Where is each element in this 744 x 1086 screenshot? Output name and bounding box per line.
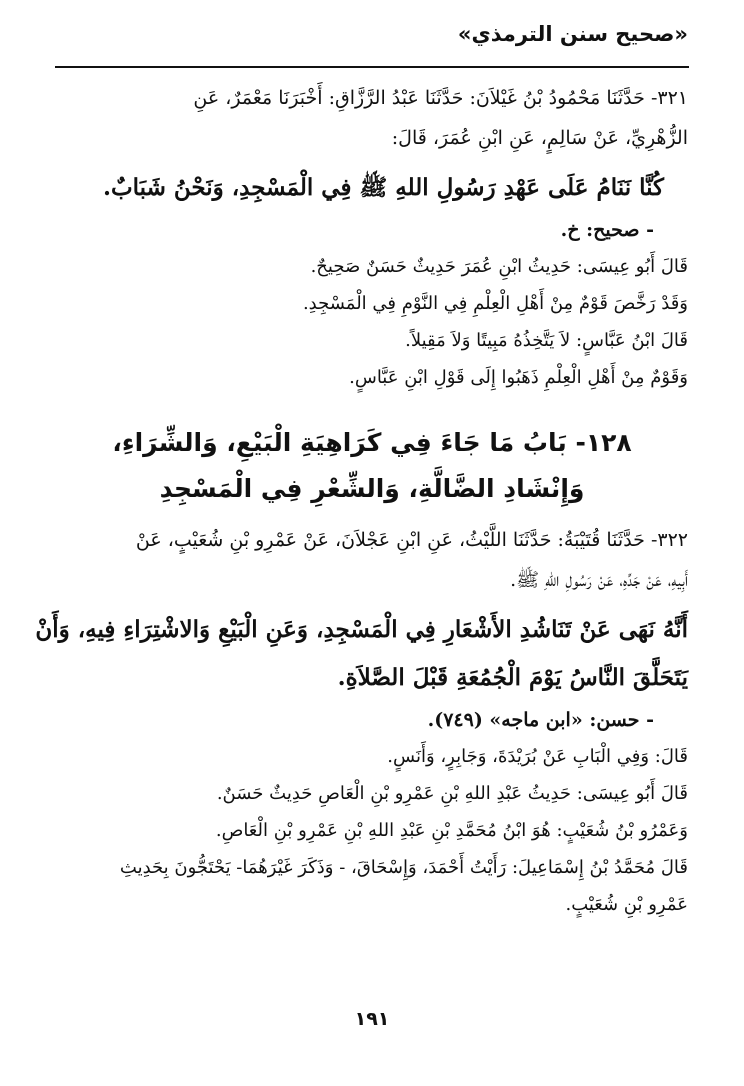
hadith-322-comment-2: قَالَ أَبُو عِيسَى: حَدِيثُ عَبْدِ اللهِ بْنِ عَمْرِو بْنِ الْعَاصِ حَدِيثٌ حَسَنٌ. <box>216 783 688 804</box>
hadith-321-narration-line-1: ٣٢١- حَدَّثَنَا مَحْمُودُ بْنُ غَيْلاَنَ: حَدَّثَنَا عَبْدُ الرَّزَّاقِ: أَخْبَرَنَا مَعْمَرٌ، عَنِ <box>193 87 688 109</box>
hadith-321-narration-line-2: الزُّهْرِيِّ، عَنْ سَالِمٍ، عَنِ ابْنِ عُمَرَ، قَالَ: <box>391 127 688 149</box>
chapter-heading-line-1: ١٢٨- بَابُ مَا جَاءَ فِي كَرَاهِيَةِ الْبَيْعِ، وَالشِّرَاءِ، <box>112 428 632 457</box>
hadith-321-grade: - صحيح: خ. <box>560 219 654 241</box>
hadith-322-comment-3: وَعَمْرُو بْنُ شُعَيْبٍ: هُوَ ابْنُ مُحَمَّدِ بْنِ عَبْدِ اللهِ بْنِ عَمْرِو بْنِ الْعَاصِ. <box>215 820 688 841</box>
hadith-322-grade: - حسن: «ابن ماجه» (٧٤٩). <box>427 709 654 731</box>
hadith-321-comment-3: قَالَ ابْنُ عَبَّاسٍ: لاَ يَتَّخِذُهُ مَبِيتًا وَلاَ مَقِيلاً. <box>405 330 688 351</box>
hadith-321-comment-2: وَقَدْ رَخَّصَ قَوْمٌ مِنْ أَهْلِ الْعِلْمِ فِي النَّوْمِ فِي الْمَسْجِدِ. <box>302 293 688 314</box>
hadith-321-text: كُنَّا نَنَامُ عَلَى عَهْدِ رَسُولِ اللهِ ﷺ فِي الْمَسْجِدِ، وَنَحْنُ شَبَابٌ. <box>102 174 664 201</box>
hadith-322-narration-line-2: أَبِيهِ، عَنْ جَدِّهِ، عَنْ رَسُولِ اللهِ ﷺ. <box>510 569 688 591</box>
chapter-128-heading <box>56 420 688 512</box>
hadith-321-comment-1: قَالَ أَبُو عِيسَى: حَدِيثُ ابْنِ عُمَرَ حَدِيثٌ حَسَنٌ صَحِيحٌ. <box>310 256 688 277</box>
header-divider <box>55 66 689 68</box>
page-number: ١٩١ <box>354 1008 390 1030</box>
hadith-322-comment-5: عَمْرِو بْنِ شُعَيْبٍ. <box>565 894 688 915</box>
hadith-322-text-line-1: أَنَّهُ نَهَى عَنْ تَنَاشُدِ الأَشْعَارِ فِي الْمَسْجِدِ، وَعَنِ الْبَيْعِ وَالاشْتِرَاءِ فِيهِ، وَأَنْ <box>35 616 688 643</box>
hadith-322-comment-4: قَالَ مُحَمَّدُ بْنُ إِسْمَاعِيلَ: رَأَيْتُ أَحْمَدَ، وَإِسْحَاقَ، - وَذَكَرَ غَيْرَهُمَا- يَحْتَجُّونَ بِحَدِيثِ <box>119 857 688 878</box>
hadith-322-narration-line-1: ٣٢٢- حَدَّثَنَا قُتَيْبَةُ: حَدَّثَنَا اللَّيْثُ، عَنِ ابْنِ عَجْلاَنَ، عَنْ عَمْرِو بْنِ شُعَيْبٍ، عَنْ <box>135 529 688 551</box>
page-body <box>35 78 688 923</box>
chapter-heading-line-2: وَإِنْشَادِ الضَّالَّةِ، وَالشِّعْرِ فِي الْمَسْجِدِ <box>159 474 585 503</box>
hadith-321-comment-4: وَقَوْمٌ مِنْ أَهْلِ الْعِلْمِ ذَهَبُوا إِلَى قَوْلِ ابْنِ عَبَّاسٍ. <box>349 367 688 388</box>
hadith-322-comment-1: قَالَ: وَفِي الْبَابِ عَنْ بُرَيْدَةَ، وَجَابِرٍ، وَأَنَسٍ. <box>387 746 688 767</box>
running-header-title: «صحيح سنن الترمذي» <box>457 22 688 46</box>
hadith-322-text-line-2: يَتَحَلَّقَ النَّاسُ يَوْمَ الْجُمُعَةِ قَبْلَ الصَّلاَةِ. <box>337 664 688 691</box>
